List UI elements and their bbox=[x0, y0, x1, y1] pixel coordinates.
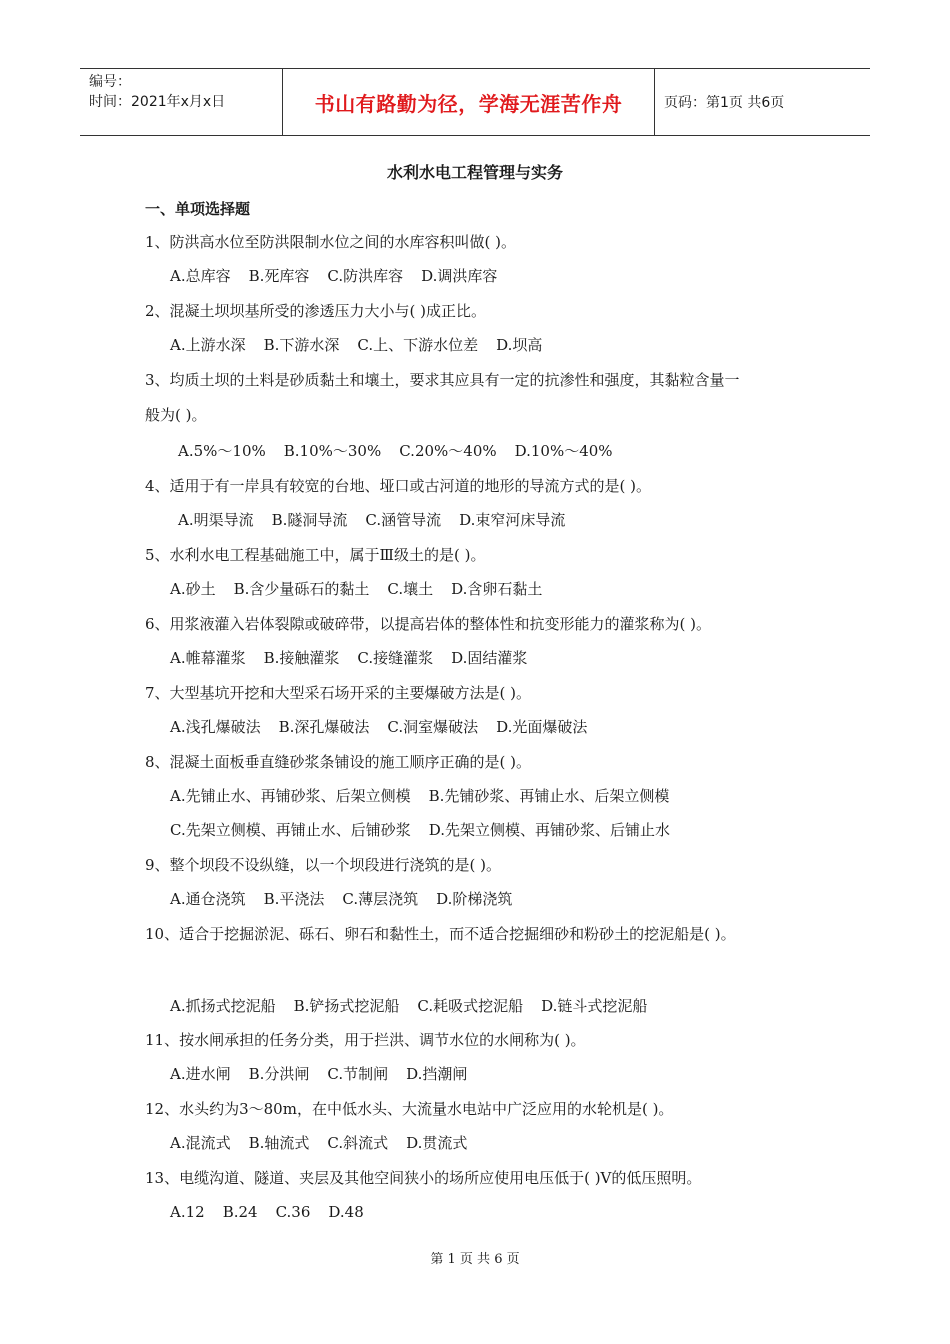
time-label: 时间：2021年x月x日 bbox=[89, 94, 226, 110]
question-text: 6、用浆液灌入岩体裂隙或破碎带，以提高岩体的整体性和抗变形能力的灌浆称为( )。 bbox=[145, 615, 712, 633]
question-text: 12、水头约为3～80m，在中低水头、大流量水电站中广泛应用的水轮机是( )。 bbox=[145, 1100, 674, 1118]
option: C.防洪库容 bbox=[327, 267, 404, 285]
option: D.固结灌浆 bbox=[451, 649, 528, 667]
option: A.明渠导流 bbox=[178, 511, 254, 529]
option: B.深孔爆破法 bbox=[278, 718, 370, 736]
option: A.帷幕灌浆 bbox=[170, 649, 246, 667]
option: A.砂土 bbox=[170, 580, 216, 598]
question-text: 4、适用于有一岸具有较宽的台地、垭口或古河道的地形的导流方式的是( )。 bbox=[145, 477, 652, 495]
question-text: 2、混凝土坝坝基所受的渗透压力大小与( )成正比。 bbox=[145, 302, 487, 320]
option: B.分洪闸 bbox=[248, 1065, 310, 1083]
option: A.浅孔爆破法 bbox=[170, 718, 261, 736]
option: C.耗吸式挖泥船 bbox=[417, 997, 524, 1015]
option: C.接缝灌浆 bbox=[357, 649, 434, 667]
option: A.混流式 bbox=[170, 1134, 231, 1152]
option-row bbox=[170, 996, 647, 1016]
option: C.36 bbox=[275, 1203, 311, 1221]
option: D.光面爆破法 bbox=[496, 718, 588, 736]
option: D.含卵石黏土 bbox=[451, 580, 543, 598]
option: C.薄层浇筑 bbox=[342, 890, 419, 908]
question-text: 5、水利水电工程基础施工中，属于Ⅲ级土的是( )。 bbox=[145, 546, 486, 564]
option: B.接触灌浆 bbox=[263, 649, 340, 667]
option: D.调洪库容 bbox=[421, 267, 498, 285]
option-row bbox=[170, 266, 497, 286]
option-row bbox=[170, 820, 670, 840]
option: D.束窄河床导流 bbox=[459, 511, 566, 529]
doc-title: 水利水电工程管理与实务 bbox=[386, 163, 563, 182]
option: D.贯流式 bbox=[406, 1134, 468, 1152]
option-row bbox=[170, 717, 587, 737]
option: B.轴流式 bbox=[248, 1134, 310, 1152]
option: B.先铺砂浆、再铺止水、后架立侧模 bbox=[428, 787, 670, 805]
option: A.先铺止水、再铺砂浆、后架立侧模 bbox=[170, 787, 411, 805]
option: C.壤土 bbox=[387, 580, 434, 598]
option: C.上、下游水位差 bbox=[357, 336, 479, 354]
option: A.抓扬式挖泥船 bbox=[170, 997, 276, 1015]
header-motto-cell bbox=[282, 69, 655, 135]
option: B.24 bbox=[222, 1203, 258, 1221]
option: B.隧洞导流 bbox=[271, 511, 348, 529]
option-row bbox=[178, 441, 613, 461]
option: B.死库容 bbox=[248, 267, 310, 285]
option: C.先架立侧模、再铺止水、后铺砂浆 bbox=[170, 821, 411, 839]
header-meta bbox=[80, 69, 282, 135]
question-text: 8、混凝土面板垂直缝砂浆条铺设的施工顺序正确的是( )。 bbox=[145, 753, 532, 771]
option: A.进水闸 bbox=[170, 1065, 231, 1083]
question-text: 11、按水闸承担的任务分类，用于拦洪、调节水位的水闸称为( )。 bbox=[145, 1031, 586, 1049]
option: A.总库容 bbox=[170, 267, 231, 285]
question-text: 13、电缆沟道、隧道、夹层及其他空间狭小的场所应使用电压低于( )V的低压照明。 bbox=[145, 1169, 702, 1187]
option: A.上游水深 bbox=[170, 336, 246, 354]
section-title: 一、单项选择题 bbox=[145, 200, 251, 218]
option: B.下游水深 bbox=[263, 336, 340, 354]
page-footer: 第 1 页 共 6 页 bbox=[430, 1252, 520, 1267]
question-text: 10、适合于挖掘淤泥、砾石、卵石和黏性土，而不适合挖掘细砂和粉砂土的挖泥船是( )。 bbox=[145, 925, 736, 943]
option: B.铲扬式挖泥船 bbox=[293, 997, 400, 1015]
option-row bbox=[170, 648, 527, 668]
option: C.20%～40% bbox=[399, 442, 497, 460]
option: A.通仓浇筑 bbox=[170, 890, 246, 908]
question-text: 1、防洪高水位至防洪限制水位之间的水库容积叫做( )。 bbox=[145, 233, 517, 251]
option-row bbox=[178, 510, 565, 530]
option-row bbox=[170, 786, 669, 806]
number-label: 编号： bbox=[89, 74, 131, 90]
page-info: 页码：第1页 共6页 bbox=[664, 95, 785, 111]
motto: 书山有路勤为径，学海无涯苦作舟 bbox=[314, 91, 623, 116]
option: D.挡潮闸 bbox=[406, 1065, 468, 1083]
option-row bbox=[170, 579, 542, 599]
option: C.节制闸 bbox=[327, 1065, 389, 1083]
option: D.48 bbox=[328, 1203, 364, 1221]
option: D.阶梯浇筑 bbox=[436, 890, 513, 908]
option: D.链斗式挖泥船 bbox=[541, 997, 648, 1015]
option-row bbox=[170, 1064, 467, 1084]
question-text: 3、均质土坝的土料是砂质黏土和壤土，要求其应具有一定的抗渗性和强度，其黏粒含量一 bbox=[145, 371, 740, 389]
option-row bbox=[170, 1202, 364, 1222]
option: B.含少量砾石的黏土 bbox=[233, 580, 370, 598]
option-row bbox=[170, 1133, 467, 1153]
option: A.12 bbox=[170, 1203, 205, 1221]
option: B.平浇法 bbox=[263, 890, 325, 908]
question-text-continued: 般为( )。 bbox=[145, 406, 207, 424]
option: D.坝高 bbox=[496, 336, 543, 354]
option: B.10%～30% bbox=[283, 442, 382, 460]
question-text: 9、整个坝段不设纵缝，以一个坝段进行浇筑的是( )。 bbox=[145, 856, 502, 874]
page-header bbox=[80, 68, 870, 136]
option-row bbox=[170, 889, 512, 909]
option-row bbox=[170, 335, 542, 355]
option: C.斜流式 bbox=[327, 1134, 389, 1152]
option: D.10%～40% bbox=[514, 442, 613, 460]
option: C.涵管导流 bbox=[365, 511, 442, 529]
question-text: 7、大型基坑开挖和大型采石场开采的主要爆破方法是( )。 bbox=[145, 684, 532, 702]
option: D.先架立侧模、再铺砂浆、后铺止水 bbox=[428, 821, 670, 839]
option: A.5%～10% bbox=[178, 442, 266, 460]
option: C.洞室爆破法 bbox=[387, 718, 479, 736]
